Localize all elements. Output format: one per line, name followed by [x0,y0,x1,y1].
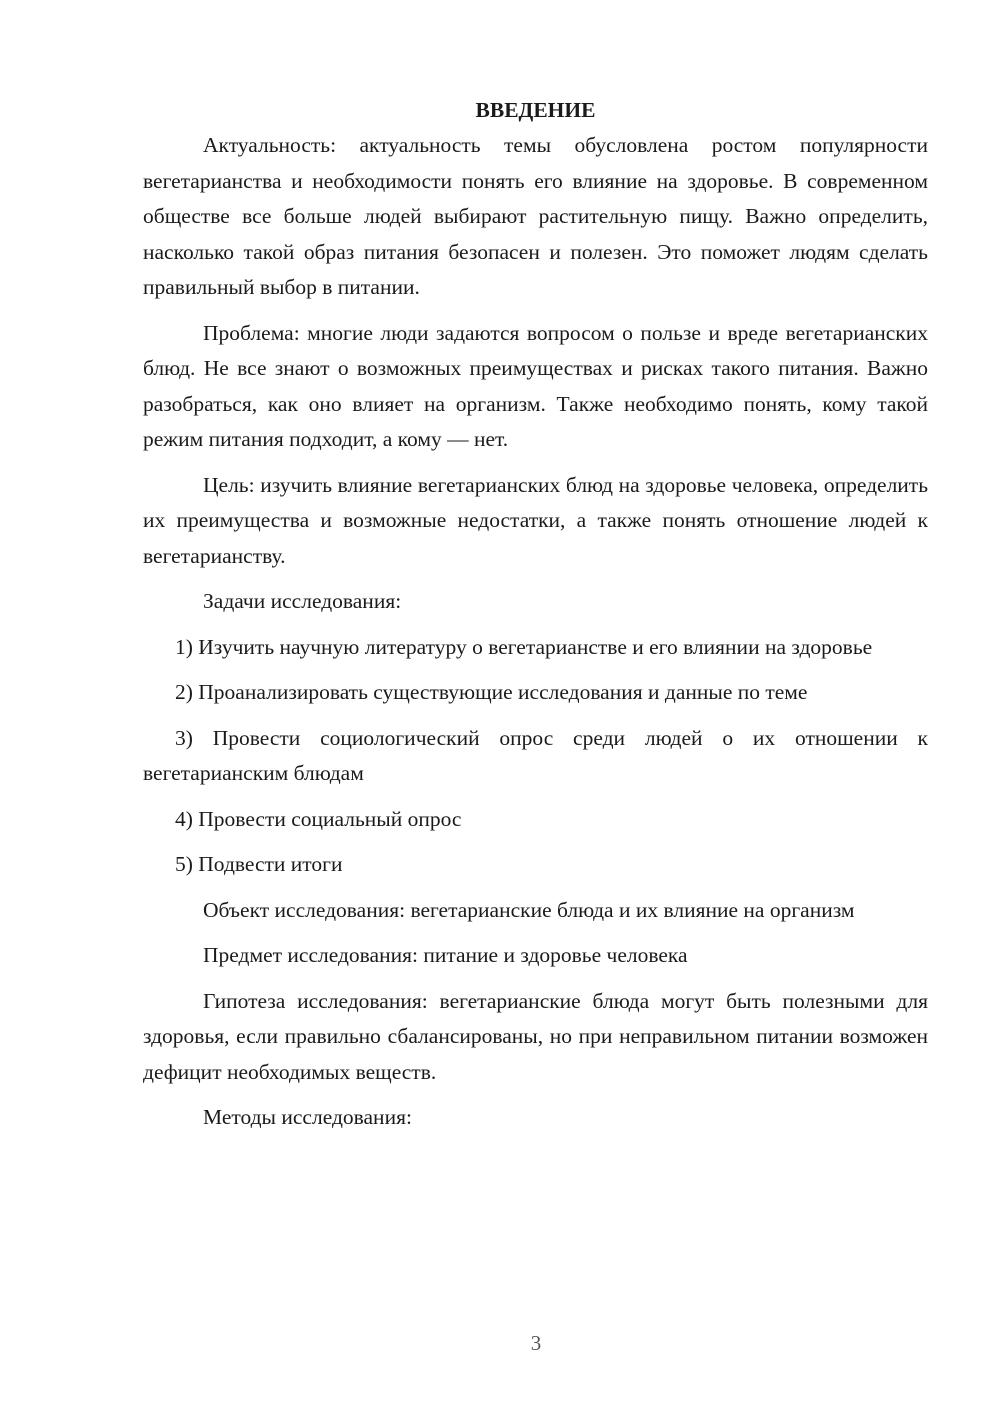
problem-paragraph: Проблема: многие люди задаются вопросом о пользе и вреде вегетарианских блюд. Не все знают о возможных преимуществах и рисках такого питания. Важно разобраться, как оно влияет на организм. Также необходимо понять, кому такой режим питания подходит, а кому — нет. [143,320,928,451]
task-item-3: 3) Провести социологический опрос среди людей о их отношении к вегетарианским блюдам [143,725,928,785]
relevance-paragraph: Актуальность: актуальность темы обусловлена ростом популярности вегетарианства и необходимости понять его влияние на здоровье. В современном обществе все больше людей выбирают растительную пищу. Важно определить, насколько такой образ питания безопасен и полезен. Это поможет людям сделать правильный выбор в питании. [143,133,928,299]
subject-paragraph: Предмет исследования: питание и здоровье человека [203,943,688,967]
task-item-4: 4) Провести социальный опрос [175,806,462,831]
object-paragraph: Объект исследования: вегетарианские блюда и их влияние на организм [203,897,855,922]
section-title: ВВЕДЕНИЕ [475,98,596,122]
task-item-5: 5) Подвести итоги [175,852,343,876]
page-number: 3 [530,1331,542,1355]
methods-paragraph: Методы исследования: [203,1105,412,1129]
document-page [143,92,928,1146]
task-item-2: 2) Проанализировать существующие исследования и данные по теме [175,680,808,704]
hypothesis-paragraph: Гипотеза исследования: вегетарианские блюда могут быть полезными для здоровья, если правильно сбалансированы, но при неправильном питании возможен дефицит необходимых веществ. [143,988,928,1084]
goal-paragraph: Цель: изучить влияние вегетарианских блюд на здоровье человека, определить их преимущества и возможные недостатки, а также понять отношение людей к вегетарианству. [143,472,928,568]
task-item-1: 1) Изучить научную литературу о вегетарианстве и его влиянии на здоровье [175,634,873,659]
tasks-heading: Задачи исследования: [203,589,402,613]
